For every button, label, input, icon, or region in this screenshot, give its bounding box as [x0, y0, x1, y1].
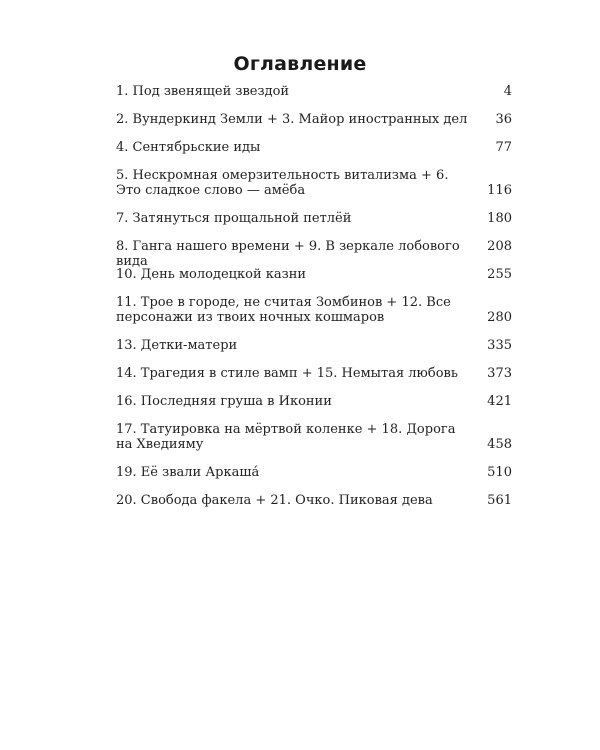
- toc-entry-page: 255: [487, 267, 512, 282]
- toc-entry-page: 180: [487, 211, 512, 226]
- toc-entry-title: 7. Затянуться прощальной петлёй: [116, 211, 352, 226]
- toc-entry: [116, 211, 512, 226]
- toc-entry: [116, 140, 512, 155]
- toc-entry-page: 77: [495, 140, 512, 155]
- toc-entry-page: 116: [487, 183, 512, 198]
- toc-title: Оглавление: [233, 53, 367, 75]
- toc-entry-page: 373: [487, 366, 512, 381]
- toc-entry-page: 280: [487, 310, 512, 325]
- toc-entry: [116, 465, 512, 480]
- toc-entry-title: 8. Ганга нашего времени + 9. В зеркале лобового вида: [116, 239, 460, 269]
- toc-entry: [116, 112, 512, 127]
- toc-entry-page: 4: [503, 84, 512, 99]
- toc-entry-page: 421: [487, 394, 512, 409]
- toc-entry-page: 510: [487, 465, 512, 480]
- toc-entry-title: 10. День молодецкой казни: [116, 267, 307, 282]
- toc-entry: [116, 366, 512, 381]
- toc-entry-title: 4. Сентябрьские иды: [116, 140, 261, 155]
- toc-entry-title: 17. Татуировка на мёртвой коленке + 18. Дорога на Хведияму: [116, 422, 456, 452]
- toc-entry-title: 11. Трое в городе, не считая Зомбинов + 12. Все персонажи из твоих ночных кошмаров: [116, 295, 451, 325]
- toc-entry-title: 19. Её звали Аркаша́: [116, 465, 260, 480]
- toc-entry: [116, 168, 512, 198]
- toc-entry: [116, 493, 512, 508]
- toc-entry: [116, 422, 512, 452]
- toc-entry-title: 14. Трагедия в стиле вамп + 15. Немытая любовь: [116, 366, 458, 381]
- toc-entry-page: 36: [495, 112, 512, 127]
- toc-entry-title: 2. Вундеркинд Земли + 3. Майор иностранных дел: [116, 112, 468, 127]
- toc-entry-title: 1. Под звенящей звездой: [116, 84, 290, 99]
- toc-entry-page: 458: [487, 437, 512, 452]
- toc-entry: [116, 84, 512, 99]
- toc-entry: [116, 338, 512, 353]
- toc-entry: [116, 295, 512, 325]
- toc-entry-title: 13. Детки-матери: [116, 338, 238, 353]
- table-of-contents: [116, 84, 512, 508]
- toc-entry-title: 5. Нескромная омерзительность витализма + 6. Это сладкое слово — амёба: [116, 168, 449, 198]
- toc-entry-page: 208: [487, 239, 512, 254]
- toc-entry-page: 335: [487, 338, 512, 353]
- toc-entry-title: 16. Последняя груша в Иконии: [116, 394, 332, 409]
- toc-entry: [116, 239, 512, 269]
- toc-entry-page: 561: [487, 493, 512, 508]
- toc-entry-title: 20. Свобода факела + 21. Очко. Пиковая дева: [116, 493, 433, 508]
- toc-entry: [116, 267, 512, 282]
- toc-entry: [116, 394, 512, 409]
